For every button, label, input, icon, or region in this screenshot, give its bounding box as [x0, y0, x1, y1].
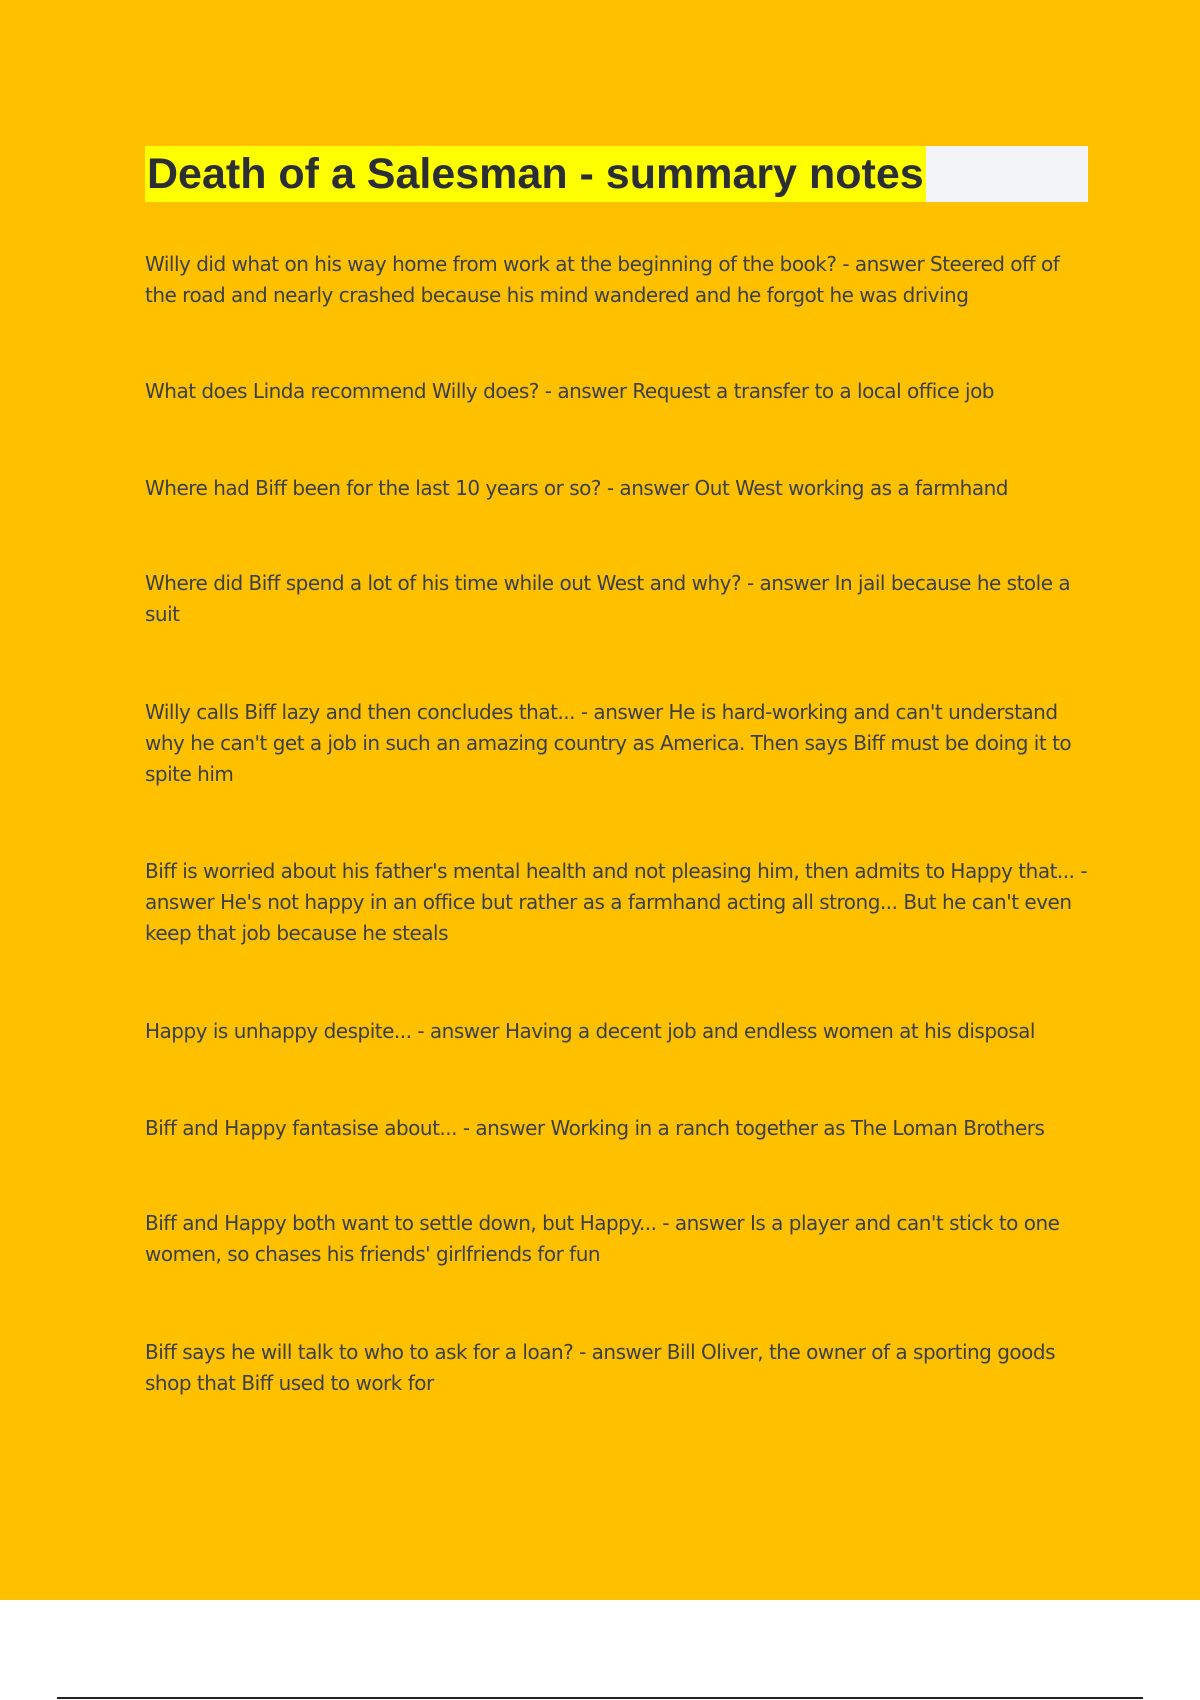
qa-item: Biff and Happy fantasise about... - answer Working in a ranch together as The Loman Brothers	[145, 1116, 1045, 1140]
qa-item: Biff says he will talk to who to ask for a loan? - answer Bill Oliver, the owner of a sporting goods shop that Biff used to work for	[145, 1340, 1056, 1395]
qa-item: Where had Biff been for the last 10 years or so? - answer Out West working as a farmhand	[145, 476, 1008, 500]
qa-item: Biff is worried about his father's mental health and not pleasing him, then admits to Happy that... - answer He's not happy in an office but rather as a farmhand acting all strong... But he can't even keep that job because he steals	[145, 859, 1088, 945]
title-block	[145, 146, 1088, 202]
qa-item: Willy calls Biff lazy and then concludes that... - answer He is hard-working and can't understand why he can't get a job in such an amazing country as America. Then says Biff must be doing it to spite him	[145, 700, 1072, 786]
qa-item: Happy is unhappy despite... - answer Having a decent job and endless women at his disposal	[145, 1019, 1035, 1043]
qa-item: Where did Biff spend a lot of his time while out West and why? - answer In jail because he stole a suit	[145, 571, 1071, 626]
qa-item: Biff and Happy both want to settle down, but Happy... - answer Is a player and can't stick to one women, so chases his friends' girlfriends for fun	[145, 1211, 1060, 1266]
qa-item: What does Linda recommend Willy does? - answer Request a transfer to a local office job	[145, 379, 994, 403]
qa-item: Willy did what on his way home from work at the beginning of the book? - answer Steered off of the road and nearly crashed because his mind wandered and he forgot he was driving	[145, 252, 1060, 307]
document-title: Death of a Salesman - summary notes	[145, 146, 926, 202]
footer-divider	[57, 1697, 1143, 1699]
